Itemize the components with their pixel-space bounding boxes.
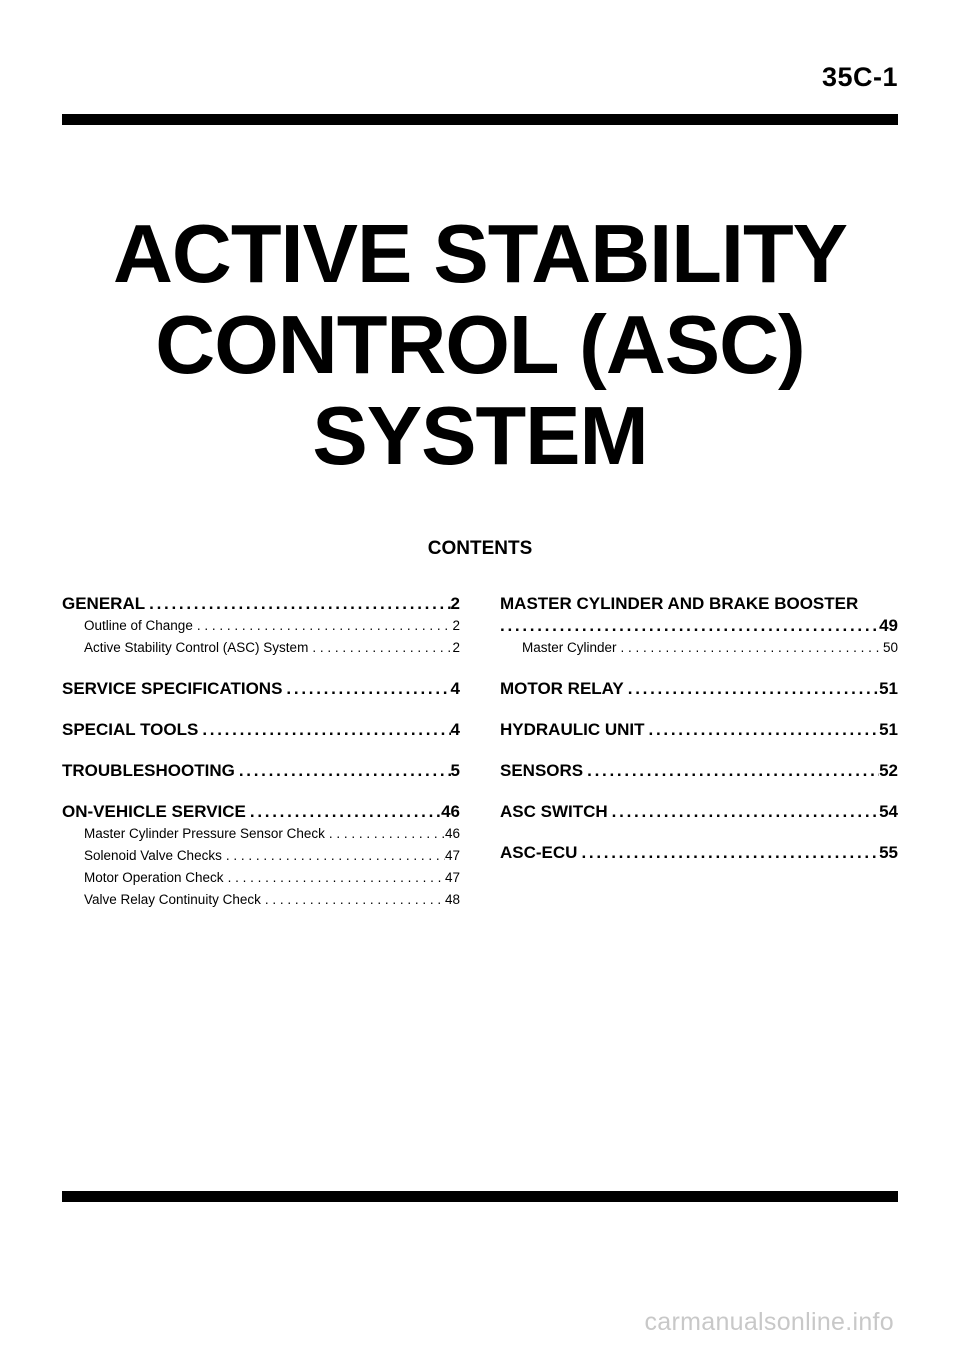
- toc-sub-page: 50: [882, 640, 898, 655]
- toc-page: 49: [879, 616, 898, 635]
- toc-sub-label: Solenoid Valve Checks: [84, 848, 222, 863]
- toc-page: 4: [450, 720, 460, 739]
- leader-dots: [224, 867, 445, 889]
- toc-page: 4: [450, 679, 460, 698]
- leader-dots: [577, 842, 879, 864]
- title-line-1: ACTIVE STABILITY: [112, 207, 848, 300]
- toc-entry-hydraulic-unit[interactable]: [500, 719, 898, 741]
- toc-label: TROUBLESHOOTING: [62, 761, 235, 780]
- toc-sub-page: 47: [444, 848, 460, 863]
- toc-entry-motor-relay[interactable]: [500, 678, 898, 700]
- toc-label: SPECIAL TOOLS: [62, 720, 199, 739]
- toc-sub-page: 47: [444, 870, 460, 885]
- contents-left-column: [62, 593, 460, 911]
- title-line-3: SYSTEM: [312, 389, 648, 482]
- toc-entry-troubleshooting[interactable]: [62, 760, 460, 782]
- bottom-divider: [62, 1191, 898, 1202]
- toc-sub-label: Valve Relay Continuity Check: [84, 892, 261, 907]
- toc-subentry-asc-system[interactable]: [62, 637, 460, 659]
- toc-label: ASC SWITCH: [500, 802, 608, 821]
- toc-entry-asc-ecu[interactable]: [500, 842, 898, 864]
- watermark: carmanualsonline.info: [644, 1308, 894, 1336]
- toc-label: SENSORS: [500, 761, 584, 780]
- leader-dots: [617, 637, 883, 659]
- toc-subentry-master-cylinder[interactable]: [500, 637, 898, 659]
- toc-subentry-motor-operation-check[interactable]: [62, 867, 460, 889]
- page-number: 35C-1: [821, 62, 898, 92]
- toc-page: 51: [879, 720, 898, 739]
- title-line-2: CONTROL (ASC): [155, 298, 805, 391]
- leader-dots: [193, 615, 453, 637]
- toc-label: SERVICE SPECIFICATIONS: [62, 679, 283, 698]
- toc-sub-label: Master Cylinder Pressure Sensor Check: [84, 826, 325, 841]
- page-title: [0, 208, 960, 481]
- toc-label: HYDRAULIC UNIT: [500, 720, 645, 739]
- toc-label: MOTOR RELAY: [500, 679, 624, 698]
- toc-page: 52: [879, 761, 898, 780]
- toc-subentry-pressure-sensor-check[interactable]: [62, 823, 460, 845]
- toc-entry-special-tools[interactable]: [62, 719, 460, 741]
- leader-dots: [222, 845, 445, 867]
- toc-label: ON-VEHICLE SERVICE: [62, 802, 246, 821]
- toc-sub-label: Master Cylinder: [522, 640, 617, 655]
- leader-dots: [145, 593, 450, 615]
- leader-dots: [261, 889, 445, 911]
- toc-sub-page: 48: [444, 892, 460, 907]
- toc-page: 51: [879, 679, 898, 698]
- leader-dots: [608, 801, 879, 823]
- toc-page: 55: [879, 843, 898, 862]
- top-divider: [62, 114, 898, 125]
- toc-subentry-valve-relay-check[interactable]: [62, 889, 460, 911]
- leader-dots: [308, 637, 452, 659]
- leader-dots: [235, 760, 451, 782]
- contents-heading: CONTENTS: [427, 538, 533, 559]
- toc-sub-page: 46: [444, 826, 460, 841]
- toc-sub-label: Outline of Change: [84, 618, 193, 633]
- toc-label: ASC-ECU: [500, 843, 578, 862]
- toc-entry-master-cylinder-brake-booster[interactable]: [500, 593, 898, 637]
- leader-dots: [246, 801, 441, 823]
- contents-right-column: [500, 593, 898, 864]
- leader-dots: [500, 615, 879, 637]
- toc-sub-label: Motor Operation Check: [84, 870, 224, 885]
- toc-entry-service-specifications[interactable]: [62, 678, 460, 700]
- toc-label: GENERAL: [62, 594, 146, 613]
- toc-page: 54: [879, 802, 898, 821]
- toc-sub-label: Active Stability Control (ASC) System: [84, 640, 309, 655]
- toc-page: 5: [450, 761, 460, 780]
- toc-subentry-outline-of-change[interactable]: [62, 615, 460, 637]
- leader-dots: [624, 678, 879, 700]
- leader-dots: [645, 719, 880, 741]
- leader-dots: [282, 678, 450, 700]
- leader-dots: [583, 760, 879, 782]
- toc-entry-sensors[interactable]: [500, 760, 898, 782]
- leader-dots: [198, 719, 450, 741]
- toc-page: 2: [450, 594, 460, 613]
- toc-page: 46: [441, 802, 460, 821]
- toc-sub-page: 2: [452, 640, 460, 655]
- toc-sub-page: 2: [452, 618, 460, 633]
- toc-entry-asc-switch[interactable]: [500, 801, 898, 823]
- leader-dots: [325, 823, 445, 845]
- toc-entry-general[interactable]: [62, 593, 460, 615]
- toc-entry-on-vehicle-service[interactable]: [62, 801, 460, 823]
- toc-subentry-solenoid-valve-checks[interactable]: [62, 845, 460, 867]
- toc-label: MASTER CYLINDER AND BRAKE BOOSTER: [500, 594, 859, 613]
